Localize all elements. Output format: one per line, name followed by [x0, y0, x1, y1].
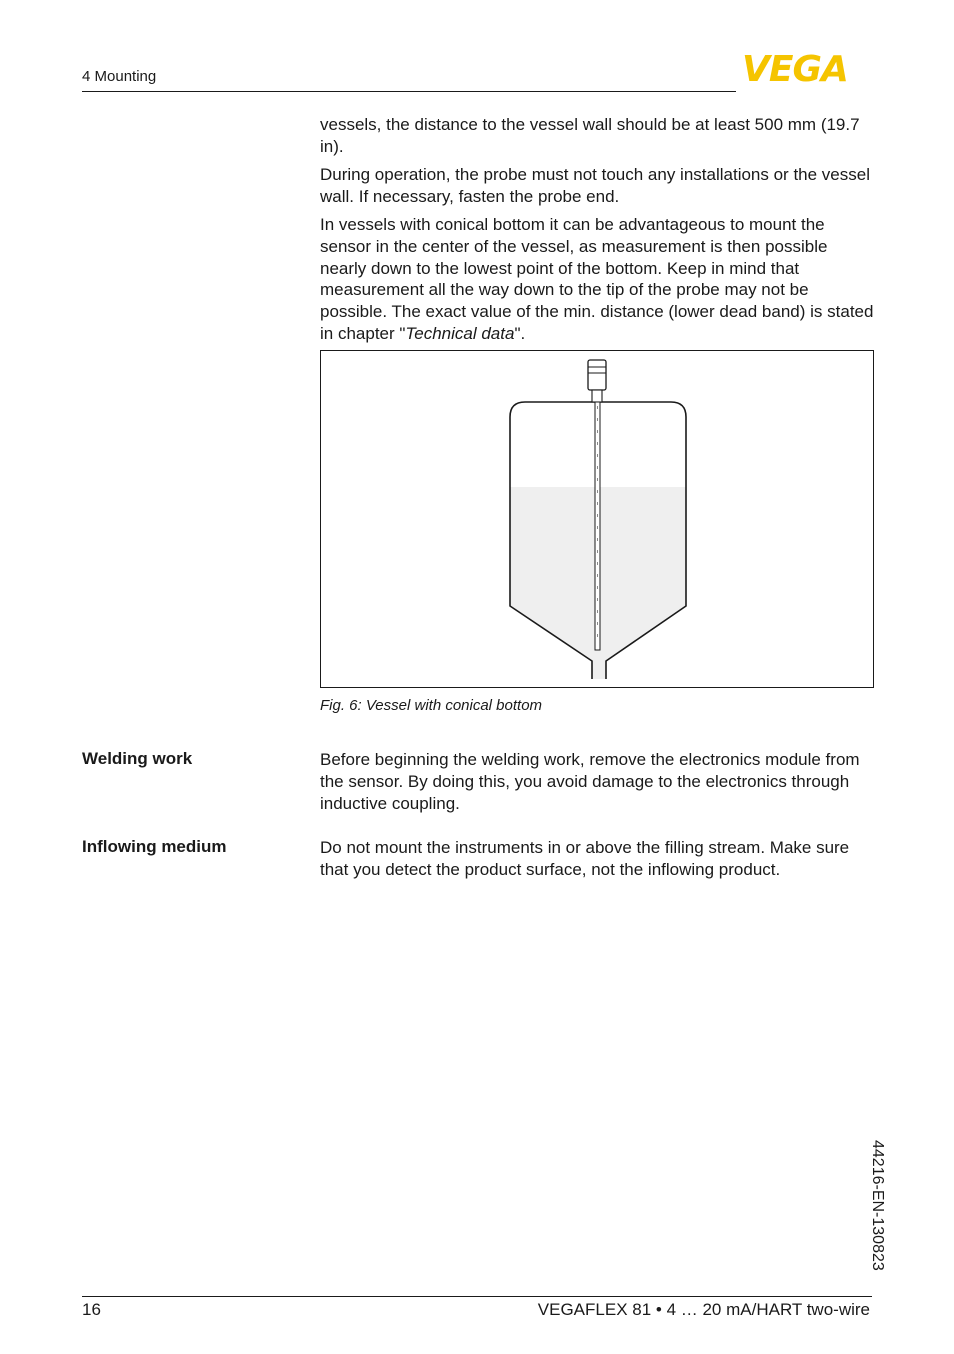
- document-number: 44216-EN-130823: [869, 1140, 886, 1271]
- figure-caption: Fig. 6: Vessel with conical bottom: [320, 697, 543, 714]
- page-number: 16: [82, 1300, 101, 1319]
- vega-logo: [742, 52, 874, 86]
- header-section-title: 4 Mounting: [82, 68, 157, 85]
- paragraph-conical-bottom: [320, 214, 876, 345]
- vessel-diagram: [321, 351, 873, 687]
- paragraph-text: In vessels with conical bottom it can be advantageous to mount the sensor in the center of the vessel, as measurement is then possible nearly down to the lowest point of the bottom. Keep in mind that measurement all the way down to the tip of the probe may not be possible. The exact value of the min. distance (lower dead band) is stated in chapter ": [320, 215, 874, 343]
- paragraph-wall-distance: vessels, the distance to the vessel wall should be at least 500 mm (19.7 in).: [320, 115, 860, 156]
- inflowing-medium-text: Do not mount the instruments in or above the filling stream. Make sure that you detect the product surface, not the inflowing product.: [320, 838, 850, 879]
- sensor-thread: [592, 390, 602, 402]
- sensor-housing: [588, 360, 606, 390]
- inflowing-medium-heading: Inflowing medium: [82, 837, 227, 856]
- paragraph-text-end: ".: [514, 323, 526, 343]
- footer-product-title: VEGAFLEX 81 • 4 … 20 mA/HART two-wire: [537, 1300, 870, 1319]
- welding-work-heading: Welding work: [82, 749, 193, 768]
- welding-work-text: Before beginning the welding work, remove the electronics module from the sensor. By doing this, you avoid damage to the electronics through inductive coupling.: [320, 750, 860, 813]
- footer-divider: [82, 1296, 872, 1297]
- technical-data-reference: Technical data: [405, 323, 515, 343]
- paragraph-probe-contact: During operation, the probe must not touch any installations or the vessel wall. If necessary, fasten the probe end.: [320, 165, 870, 206]
- figure-frame: [320, 350, 874, 688]
- logo-text: VEGA: [742, 52, 848, 86]
- header-divider: [82, 91, 736, 92]
